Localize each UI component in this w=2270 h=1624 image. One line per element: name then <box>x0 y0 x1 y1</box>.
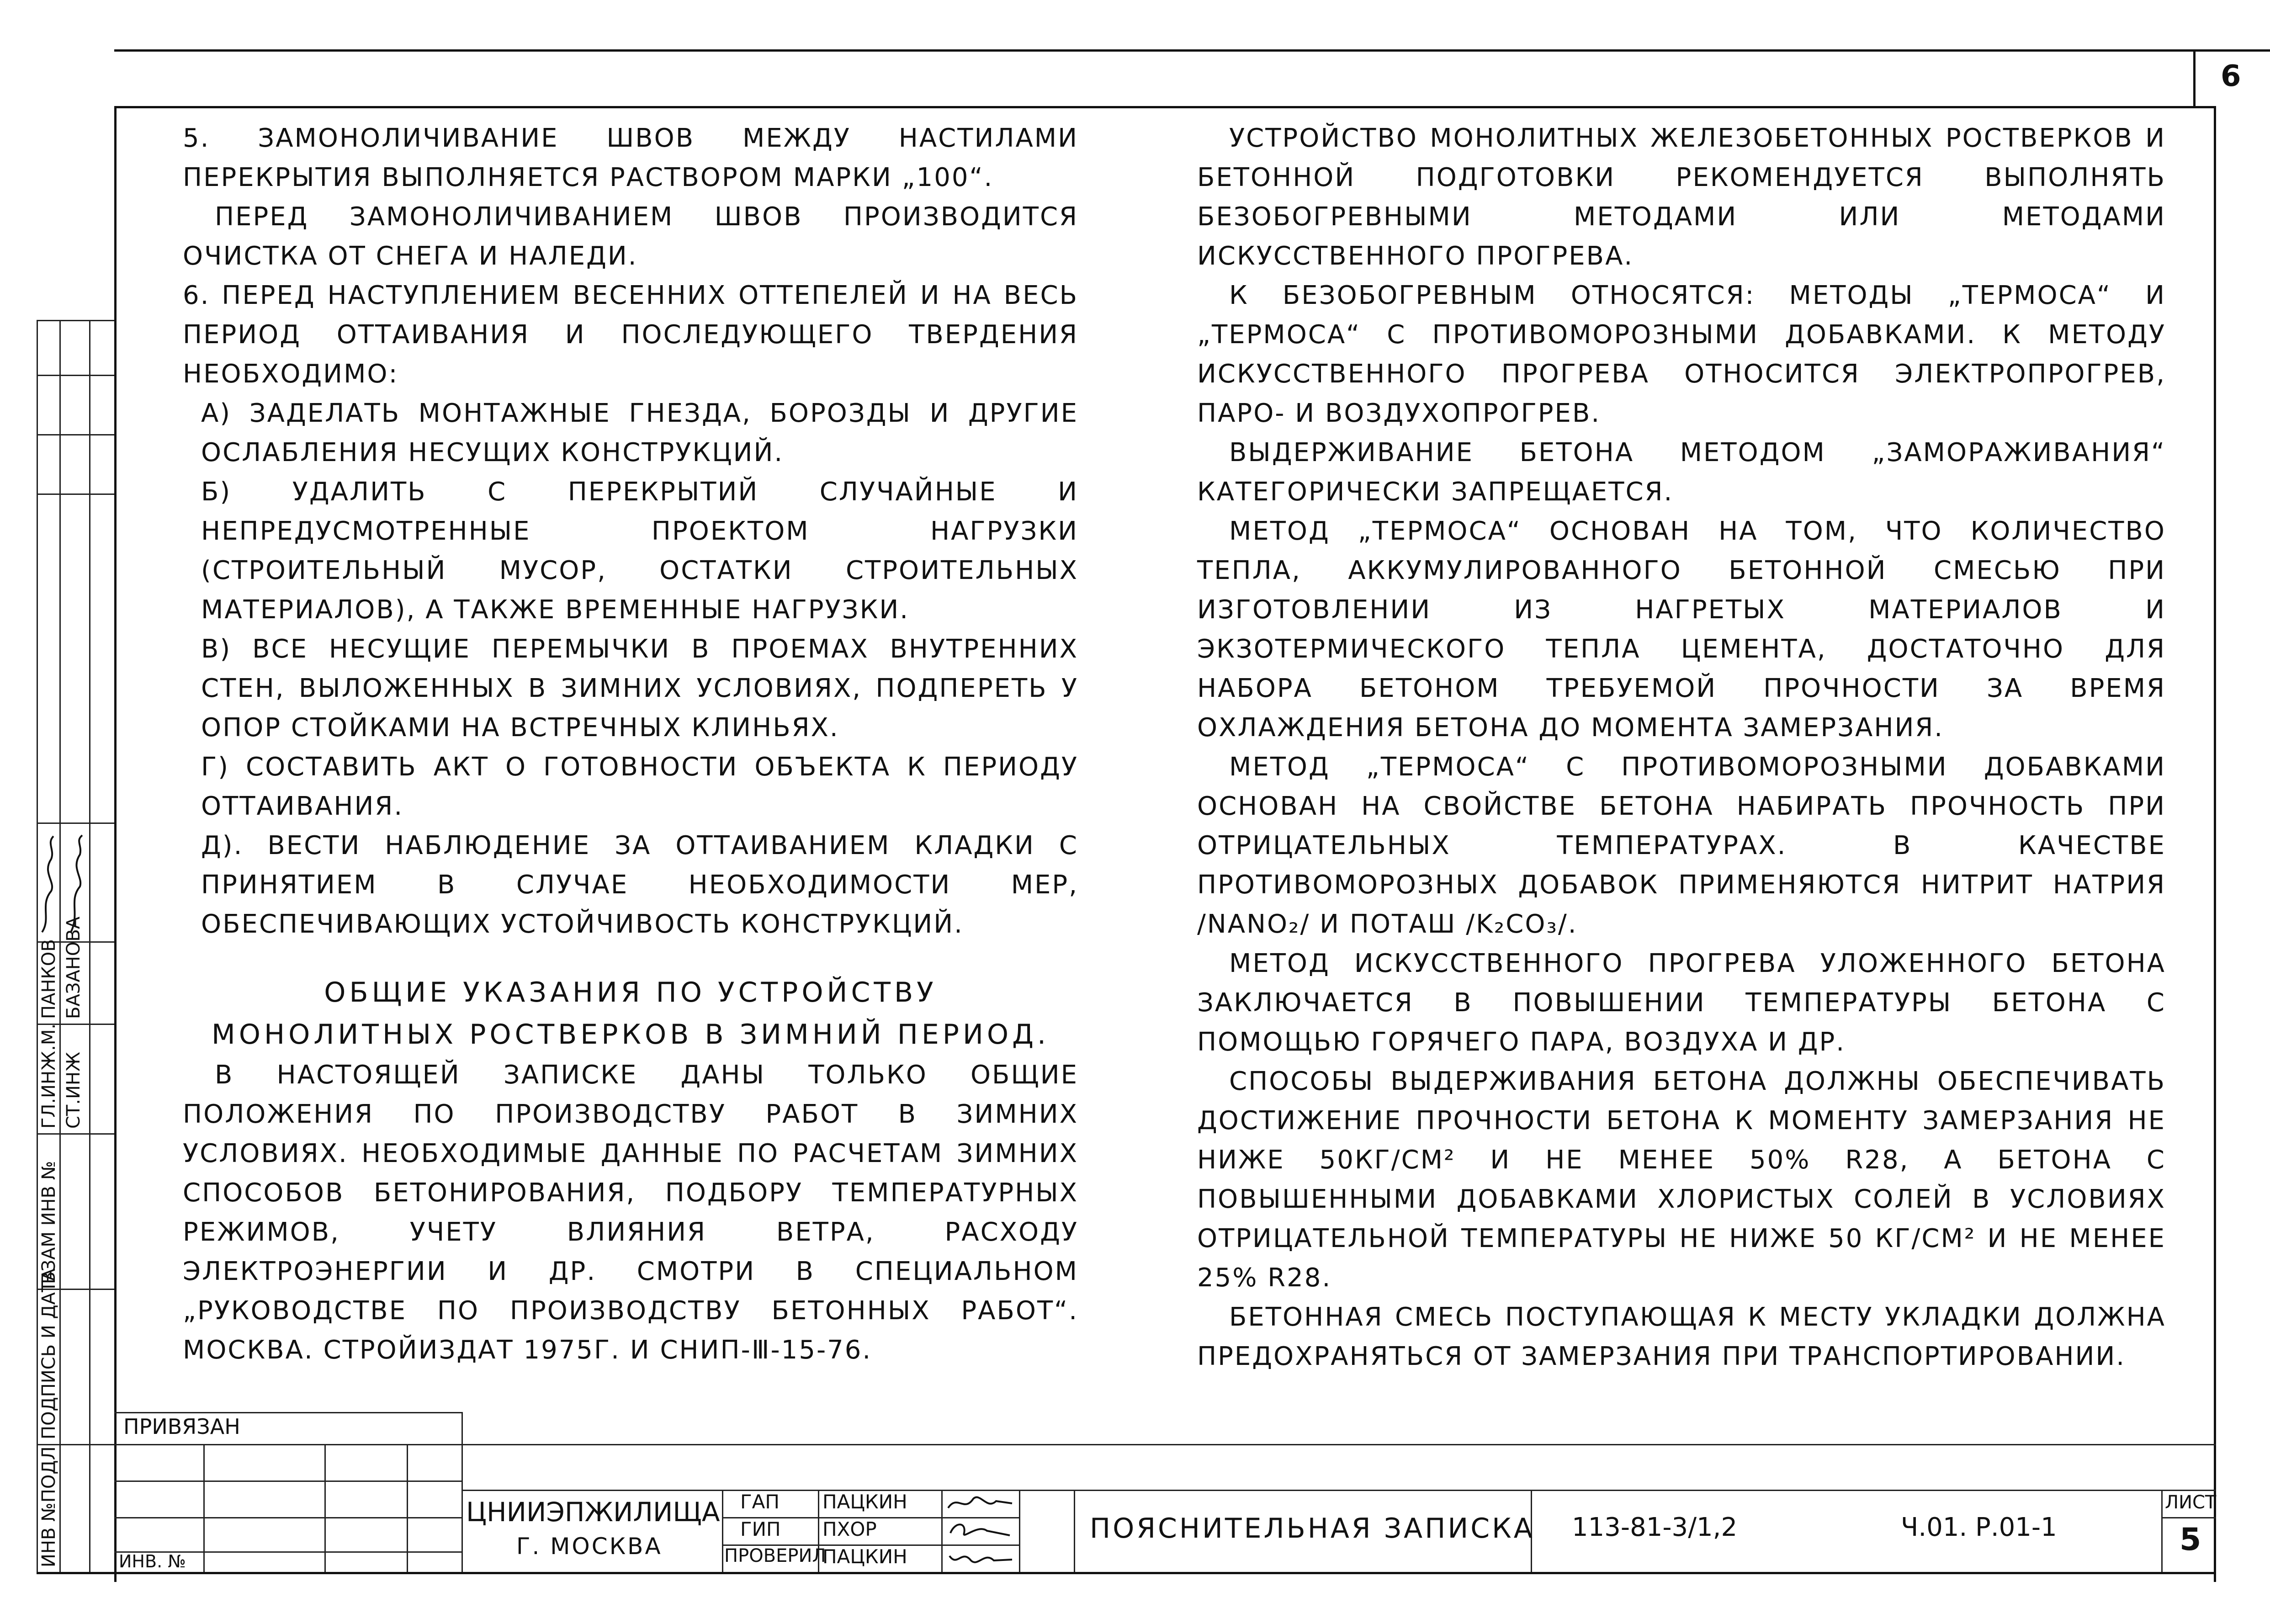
signature-icon <box>946 1492 1014 1515</box>
signature-icon <box>64 832 87 937</box>
side-label-inv-podl: ИНВ №ПОДЛ <box>38 1446 59 1567</box>
inv-no-label: ИНВ. № <box>119 1551 186 1571</box>
left-item-v: В) ВСЕ НЕСУЩИЕ ПЕРЕМЫЧКИ В ПРОЕМАХ ВНУТРЕННИХ СТЕН, ВЫЛОЖЕННЫХ В ЗИМНИХ УСЛОВИЯХ, ПОДПЕРЕТЬ У ОПОР СТОЙКАМИ НА ВСТРЕЧНЫХ КЛИНЬЯХ. <box>201 634 1078 743</box>
left-item-g: Г) СОСТАВИТЬ АКТ О ГОТОВНОСТИ ОБЪЕКТА К ПЕРИОДУ ОТТАИВАНИЯ. <box>201 752 1078 821</box>
left-paragraph-3: 6. ПЕРЕД НАСТУПЛЕНИЕМ ВЕСЕННИХ ОТТЕПЕЛЕЙ И НА ВЕСЬ ПЕРИОД ОТТАИВАНИЯ И ПОСЛЕДУЮЩЕГО ТВЕРДЕНИЯ НЕОБХОДИМО: <box>183 281 1078 389</box>
title-block-line <box>114 1481 461 1482</box>
signature-icon <box>946 1519 1014 1542</box>
sheet-label: ЛИСТ <box>2165 1492 2217 1513</box>
right-paragraph-6: МЕТОД ИСКУССТВЕННОГО ПРОГРЕВА УЛОЖЕННОГО БЕТОНА ЗАКЛЮЧАЕТСЯ В ПОВЫШЕНИИ ТЕМПЕРАТУРЫ БЕТОНА С ПОМОЩЬЮ ГОРЯЧЕГО ПАРА, ВОЗДУХА И ДР. <box>1197 949 2166 1057</box>
left-border-line <box>114 106 117 1582</box>
left-text-column <box>183 119 1078 1370</box>
right-text-column <box>1197 119 2166 1376</box>
side-stamp-line <box>89 320 90 1572</box>
right-paragraph-1: УСТРОЙСТВО МОНОЛИТНЫХ ЖЕЛЕЗОБЕТОННЫХ РОСТВЕРКОВ И БЕТОННОЙ ПОДГОТОВКИ РЕКОМЕНДУЕТСЯ ВЫПОЛНЯТЬ БЕЗОБОГРЕВНЫМИ МЕТОДАМИ ИЛИ МЕТОДАМИ ИСКУССТВЕННОГО ПРОГРЕВА. <box>1197 123 2166 271</box>
bottom-border-line <box>37 1572 2216 1574</box>
organization-name: ЦНИИЭПЖИЛИЩА <box>466 1497 720 1528</box>
right-paragraph-3: ВЫДЕРЖИВАНИЕ БЕТОНА МЕТОДОМ „ЗАМОРАЖИВАНИЯ“ КАТЕГОРИЧЕСКИ ЗАПРЕЩАЕТСЯ. <box>1197 438 2166 507</box>
signature-icon <box>37 832 58 937</box>
name-gip: ПХОР <box>822 1518 877 1540</box>
title-block-line <box>1019 1490 1020 1572</box>
right-border-line <box>2214 106 2216 1582</box>
side-stamp-line <box>37 494 114 495</box>
side-label-podpis-data: ПОДПИСЬ И ДАТА <box>38 1268 59 1439</box>
title-block-line <box>2161 1517 2216 1518</box>
name-gap: ПАЦКИН <box>822 1491 907 1513</box>
top-border-line <box>114 49 2270 52</box>
right-paragraph-8: БЕТОННАЯ СМЕСЬ ПОСТУПАЮЩАЯ К МЕСТУ УКЛАДКИ ДОЛЖНА ПРЕДОХРАНЯТЬСЯ ОТ ЗАМЕРЗАНИЯ ПРИ ТРАНСПОРТИРОВАНИИ. <box>1197 1302 2166 1371</box>
title-block-line <box>114 1412 461 1413</box>
side-stamp-line <box>37 320 38 1572</box>
page-corner-number: 6 <box>2221 59 2241 93</box>
right-paragraph-4: МЕТОД „ТЕРМОСА“ ОСНОВАН НА ТОМ, ЧТО КОЛИЧЕСТВО ТЕПЛА, АККУМУЛИРОВАННОГО БЕТОННОЙ СМЕСЬЮ ПРИ ИЗГОТОВЛЕНИИ ИЗ НАГРЕТЫХ МАТЕРИАЛОВ И ЭКЗОТЕРМИЧЕСКОГО ТЕПЛА ЦЕМЕНТА, ДОСТАТОЧНО ДЛЯ НАБОРА БЕТОНОМ ТРЕБУЕМОЙ ПРОЧНОСТИ ЗА ВРЕМЯ ОХЛАЖДЕНИЯ БЕТОНА ДО МОМЕНТА ЗАМЕРЗАНИЯ. <box>1197 516 2166 743</box>
right-paragraph-2: К БЕЗОБОГРЕВНЫМ ОТНОСЯТСЯ: МЕТОДЫ „ТЕРМОСА“ И „ТЕРМОСА“ С ПРОТИВОМОРОЗНЫМИ ДОБАВКАМИ. К МЕТОДУ ИСКУССТВЕННОГО ПРОГРЕВА ОТНОСИТСЯ ЭЛЕКТРОПРОГРЕВ, ПАРО- И ВОЗДУХОПРОГРЕВ. <box>1197 281 2166 428</box>
title-block-line <box>941 1490 943 1572</box>
side-name-bazanova: БАЗАНОВА <box>63 916 84 1019</box>
side-label-st-inzh: СТ.ИНЖ <box>63 1051 84 1129</box>
side-stamp-line <box>37 1444 114 1445</box>
side-stamp-line <box>37 434 114 435</box>
signature-icon <box>946 1547 1014 1570</box>
side-label-gl-inzh: ГЛ.ИНЖ.М. <box>38 1023 59 1129</box>
side-stamp-line <box>37 1133 114 1135</box>
organization-city: Г. МОСКВА <box>516 1533 663 1560</box>
title-block-line <box>1074 1490 1075 1572</box>
side-stamp-line <box>37 320 114 321</box>
side-stamp-line <box>37 823 114 824</box>
title-block-line <box>461 1490 2216 1491</box>
role-proveril: ПРОВЕРИЛ <box>724 1545 826 1566</box>
page-corner-divider <box>2193 49 2196 106</box>
document-title: ПОЯСНИТЕЛЬНАЯ ЗАПИСКА <box>1090 1513 1535 1544</box>
title-block-line <box>722 1490 723 1572</box>
title-block-line <box>2161 1490 2163 1572</box>
left-paragraph-after-heading: В НАСТОЯЩЕЙ ЗАПИСКЕ ДАНЫ ТОЛЬКО ОБЩИЕ ПОЛОЖЕНИЯ ПО ПРОИЗВОДСТВУ РАБОТ В ЗИМНИХ УСЛОВИЯХ. НЕОБХОДИМЫЕ ДАННЫЕ ПО РАСЧЕТАМ ЗИМНИХ СПОСОБОВ БЕТОНИРОВАНИЯ, ПОДБОРУ ТЕМПЕРАТУРНЫХ РЕЖИМОВ, УЧЕТУ ВЛИЯНИЯ ВЕТРА, РАСХОДУ ЭЛЕКТРОЭНЕРГИИ И ДР. СМОТРИ В СПЕЦИАЛЬНОМ „РУКОВОДСТВЕ ПО ПРОИЗВОДСТВУ БЕТОННЫХ РАБОТ“. МОСКВА. СТРОЙИЗДАТ 1975Г. И СНИП-Ⅲ-15-76. <box>183 1060 1078 1365</box>
right-paragraph-5: МЕТОД „ТЕРМОСА“ С ПРОТИВОМОРОЗНЫМИ ДОБАВКАМИ ОСНОВАН НА СВОЙСТВЕ БЕТОНА НАБИРАТЬ ПРОЧНОСТЬ ПРИ ОТРИЦАТЕЛЬНЫХ ТЕМПЕРАТУРАХ. В КАЧЕСТВЕ ПРОТИВОМОРОЗНЫХ ДОБАВОК ПРИМЕНЯЮТСЯ НИТРИТ НАТРИЯ /NANO₂/ И ПОТАШ /K₂CO₃/. <box>1197 752 2166 939</box>
privyazan-label: ПРИВЯЗАН <box>123 1414 240 1439</box>
left-item-b: Б) УДАЛИТЬ С ПЕРЕКРЫТИЙ СЛУЧАЙНЫЕ И НЕПРЕДУСМОТРЕННЫЕ ПРОЕКТОМ НАГРУЗКИ (СТРОИТЕЛЬНЫЙ МУСОР, ОСТАТКИ СТРОИТЕЛЬНЫХ МАТЕРИАЛОВ), А ТАКЖЕ ВРЕМЕННЫЕ НАГРУЗКИ. <box>201 477 1078 625</box>
name-proveril: ПАЦКИН <box>822 1545 907 1568</box>
title-block-line <box>203 1444 205 1572</box>
sheet-code: Ч.01. Р.01-1 <box>1901 1513 2057 1542</box>
left-item-a: А) ЗАДЕЛАТЬ МОНТАЖНЫЕ ГНЕЗДА, БОРОЗДЫ И ДРУГИЕ ОСЛАБЛЕНИЯ НЕСУЩИХ КОНСТРУКЦИЙ. <box>201 398 1078 467</box>
side-stamp-line <box>59 320 61 1572</box>
title-block-line <box>324 1444 326 1572</box>
title-block-line <box>114 1517 461 1518</box>
role-gip: ГИП <box>740 1518 781 1540</box>
inner-top-border-line <box>114 106 2216 108</box>
side-stamp-line <box>37 375 114 376</box>
series-code: 113-81-3/1,2 <box>1572 1513 1738 1542</box>
section-heading-line-2: МОНОЛИТНЫХ РОСТВЕРКОВ В ЗИМНИЙ ПЕРИОД. <box>211 1019 1050 1051</box>
side-label-vzam-inv: ВЗАМ ИНВ № <box>38 1161 59 1284</box>
section-heading-line-1: ОБЩИЕ УКАЗАНИЯ ПО УСТРОЙСТВУ <box>324 977 937 1008</box>
sheet-number: 5 <box>2180 1522 2201 1558</box>
role-gap: ГАП <box>740 1491 780 1513</box>
right-paragraph-7: СПОСОБЫ ВЫДЕРЖИВАНИЯ БЕТОНА ДОЛЖНЫ ОБЕСПЕЧИВАТЬ ДОСТИЖЕНИЕ ПРОЧНОСТИ БЕТОНА К МОМЕНТУ ЗАМЕРЗАНИЯ НЕ НИЖЕ 50КГ/СМ² И НЕ МЕНЕЕ 50% R28, А БЕТОНА С ПОВЫШЕННЫМИ ДОБАВКАМИ ХЛОРИСТЫХ СОЛЕЙ В УСЛОВИЯХ ОТРИЦАТЕЛЬНОЙ ТЕМПЕРАТУРЫ НЕ НИЖЕ 50 КГ/СМ² И НЕ МЕНЕЕ 25% R28. <box>1197 1067 2166 1293</box>
title-block-line <box>461 1412 463 1572</box>
left-paragraph-2: ПЕРЕД ЗАМОНОЛИЧИВАНИЕМ ШВОВ ПРОИЗВОДИТСЯ ОЧИСТКА ОТ СНЕГА И НАЛЕДИ. <box>183 202 1078 271</box>
side-name-pankov: ПАНКОВ <box>38 939 59 1019</box>
section-heading <box>183 971 1078 1056</box>
title-block-line <box>114 1444 2216 1445</box>
title-block-line <box>407 1444 408 1572</box>
left-paragraph-1: 5. ЗАМОНОЛИЧИВАНИЕ ШВОВ МЕЖДУ НАСТИЛАМИ ПЕРЕКРЫТИЯ ВЫПОЛНЯЕТСЯ РАСТВОРОМ МАРКИ „100“. <box>183 123 1078 192</box>
left-item-d: Д). ВЕСТИ НАБЛЮДЕНИЕ ЗА ОТТАИВАНИЕМ КЛАДКИ С ПРИНЯТИЕМ В СЛУЧАЕ НЕОБХОДИМОСТИ МЕР, ОБЕСПЕЧИВАЮЩИХ УСТОЙЧИВОСТЬ КОНСТРУКЦИЙ. <box>201 831 1078 939</box>
